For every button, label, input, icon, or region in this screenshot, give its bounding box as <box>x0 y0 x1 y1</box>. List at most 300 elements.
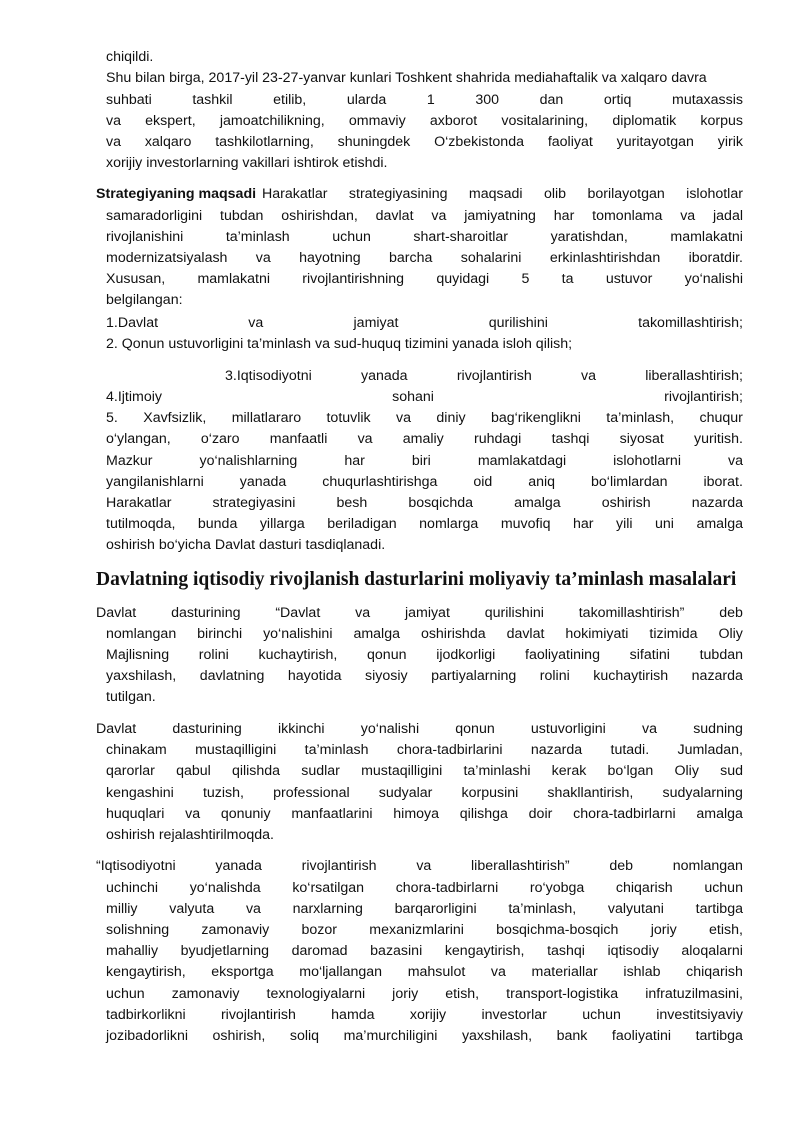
paragraph-line <box>106 1026 743 1047</box>
word: tadbirkorlikni <box>106 1007 186 1023</box>
paragraph-line <box>106 1005 743 1026</box>
word: har <box>572 516 594 532</box>
word: iborat. <box>703 474 743 490</box>
word: qarorlar <box>106 763 155 779</box>
word: islohotlarni <box>613 453 681 469</box>
word: bazasini <box>370 943 423 959</box>
word: besh <box>336 495 368 511</box>
word: hayotning <box>299 250 361 266</box>
word: barqarorligini <box>394 901 477 917</box>
word: O‘zbekistonda <box>434 134 524 150</box>
word: va <box>396 410 412 426</box>
word: Jumladan, <box>677 742 743 758</box>
word: oshirish, <box>212 1028 266 1044</box>
paragraph-line <box>106 493 743 514</box>
word: ustuvor <box>605 271 653 287</box>
word: amalga <box>353 626 400 642</box>
word: jamiyatning <box>464 208 536 224</box>
word: Davlat <box>96 721 137 737</box>
paragraph-line <box>106 248 743 269</box>
word: ekspert, <box>145 113 196 129</box>
word: mamlakatni <box>670 229 743 245</box>
word: diniy <box>436 410 466 426</box>
word: erkinlashtirishdan <box>549 250 661 266</box>
word: liberallashtirish” <box>471 858 570 874</box>
word: va <box>106 134 121 150</box>
list-item <box>106 387 743 408</box>
word: tutadi. <box>610 742 650 758</box>
word: uchun <box>106 986 145 1002</box>
word: har <box>553 208 575 224</box>
word: ro‘yobga <box>529 880 585 896</box>
word: 5. <box>106 410 118 426</box>
word: davlatning <box>199 668 265 684</box>
word: ijodkorligi <box>436 647 496 663</box>
word: qurilishini <box>484 605 544 621</box>
word: nomlangan <box>106 626 177 642</box>
word: qonun <box>367 647 407 663</box>
word: ustuvorligini <box>530 721 606 737</box>
strategy-goal-lead <box>96 184 743 205</box>
word: mustaqilligini <box>195 742 277 758</box>
paragraph-line <box>106 472 743 493</box>
word: shakllantirish, <box>547 785 634 801</box>
word: korpus <box>700 113 743 129</box>
word: qabul <box>176 763 211 779</box>
word: rolini <box>198 647 229 663</box>
word: yillarga <box>259 516 305 532</box>
paragraph-line <box>106 941 743 962</box>
word: daromad <box>291 943 348 959</box>
word: amalga <box>514 495 561 511</box>
word: qonuniy <box>220 806 271 822</box>
word: takomillashtirish; <box>638 315 743 331</box>
word: nazarda <box>530 742 583 758</box>
word: jozibadorlikni <box>106 1028 189 1044</box>
word: takomillashtirish” <box>578 605 685 621</box>
word: chuqur <box>699 410 743 426</box>
word: ko‘rsatilgan <box>292 880 365 896</box>
word: Davlat <box>96 605 137 621</box>
word: chiqarish <box>615 880 673 896</box>
word: Oliy <box>718 626 743 642</box>
word: dasturining <box>171 605 241 621</box>
word: chinakam <box>106 742 167 758</box>
word: borilayotgan <box>587 186 665 202</box>
paragraph-line: oshirish rejalashtirilmoqda. <box>106 827 274 843</box>
word: va <box>357 431 373 447</box>
word: va <box>355 605 371 621</box>
word: mexanizmlarini <box>369 922 464 938</box>
paragraph-line <box>96 856 743 877</box>
paragraph-line <box>106 645 743 666</box>
word: davlat <box>506 626 545 642</box>
word: ma’murchiligini <box>343 1028 438 1044</box>
word: jamiyat <box>404 605 450 621</box>
word: kuchaytirish <box>593 668 669 684</box>
word: tizimida <box>649 626 698 642</box>
paragraph-line: Shu bilan birga, 2017-yil 23-27-yanvar kunlari Toshkent shahrida mediahaftalik va xalqaro davra <box>106 70 707 86</box>
word: manfaatlarini <box>291 806 373 822</box>
word: bunda <box>197 516 238 532</box>
word: ta’minlashi <box>463 763 531 779</box>
word: sudlar <box>301 763 340 779</box>
word: yangilanishlarni <box>106 474 204 490</box>
word: korpusini <box>461 785 519 801</box>
word: rivojlantirishning <box>302 271 405 287</box>
paragraph-line: oshirish bo‘yicha Davlat dasturi tasdiqlanadi. <box>106 537 386 553</box>
word: solishning <box>106 922 170 938</box>
word: va <box>431 208 447 224</box>
word: va <box>248 315 264 331</box>
word: ta <box>561 271 574 287</box>
word: valyuta <box>169 901 215 917</box>
word: hayotida <box>287 668 342 684</box>
word: nomlarga <box>419 516 479 532</box>
word: samaradorligini <box>106 208 203 224</box>
word: chuqurlashtirishga <box>322 474 438 490</box>
word: faoliyatini <box>611 1028 672 1044</box>
word: ta’minlash <box>304 742 369 758</box>
word: qurilishini <box>488 315 548 331</box>
word: qilishga <box>459 806 508 822</box>
word: ta’minlash, <box>606 410 675 426</box>
word: nazarda <box>691 495 743 511</box>
word: mutaxassis <box>672 92 743 108</box>
word: axborot <box>429 113 478 129</box>
word: mahsulot <box>407 964 466 980</box>
word: mustaqilligini <box>361 763 443 779</box>
word: joriy <box>650 922 677 938</box>
word: sohalarini <box>460 250 522 266</box>
word: 300 <box>475 92 499 108</box>
word: Xususan, <box>106 271 166 287</box>
paragraph-line <box>106 878 743 899</box>
word: dasturining <box>172 721 242 737</box>
lead-words <box>262 184 743 205</box>
word: beriladigan <box>327 516 397 532</box>
list-item <box>106 313 743 334</box>
word: 5 <box>521 271 530 287</box>
word: yuritayotgan <box>616 134 694 150</box>
word: tartibga <box>695 901 743 917</box>
word: doir <box>528 806 553 822</box>
word: mahalliy <box>106 943 159 959</box>
word: jadal <box>713 208 743 224</box>
word: ikkinchi <box>278 721 325 737</box>
paragraph-line <box>106 783 743 804</box>
word: chora-tadbirlarni <box>573 806 676 822</box>
word: va <box>490 964 506 980</box>
word: bozor <box>301 922 337 938</box>
word: faoliyatining <box>525 647 600 663</box>
word: Mazkur <box>106 453 153 469</box>
word: jamoatchilikning, <box>219 113 325 129</box>
word: bosqichma-bosqich <box>496 922 619 938</box>
word: kuchaytirish, <box>258 647 338 663</box>
word: yo‘nalishda <box>189 880 261 896</box>
paragraph-line <box>106 920 743 941</box>
word: eksportga <box>211 964 274 980</box>
word: sifatini <box>629 647 670 663</box>
word: va <box>580 368 596 384</box>
paragraph-line <box>106 962 743 983</box>
word: tartibga <box>695 1028 743 1044</box>
list-item: 2. Qonun ustuvorligini ta’minlash va sud-huquq tizimini yanada isloh qilish; <box>106 336 573 352</box>
word: rivojlantirish; <box>664 389 743 405</box>
word: zamonaviy <box>201 922 270 938</box>
paragraph-line <box>106 740 743 761</box>
word: sudyalar <box>378 785 433 801</box>
word: uchun <box>332 229 371 245</box>
word: dan <box>539 92 564 108</box>
word: har <box>344 453 365 469</box>
word: vositalarining, <box>501 113 589 129</box>
paragraph-line: chiqildi. <box>106 49 154 65</box>
word: ruhdagi <box>474 431 522 447</box>
paragraph-line <box>106 666 743 687</box>
word: joriy <box>392 986 419 1002</box>
word: amalga <box>696 516 743 532</box>
word: Majlisning <box>106 647 170 663</box>
paragraph-line <box>106 984 743 1005</box>
word: shart-sharoitlar <box>413 229 509 245</box>
word: uchun <box>704 880 743 896</box>
word: etish, <box>445 986 480 1002</box>
word: tuzish, <box>202 785 244 801</box>
word: o‘zaro <box>200 431 240 447</box>
paragraph-line: belgilangan: <box>106 292 183 308</box>
word: va <box>416 858 432 874</box>
word: siyosiy <box>365 668 408 684</box>
word: yo‘nalishini <box>263 626 333 642</box>
word: yaxshilash, <box>461 1028 533 1044</box>
paragraph-line <box>106 132 743 153</box>
word: tashkilotlarning, <box>215 134 314 150</box>
word: Oliy <box>674 763 699 779</box>
word: ortiq <box>603 92 632 108</box>
word: va <box>680 208 696 224</box>
word: rivojlantirish <box>301 858 377 874</box>
word: qilishda <box>231 763 281 779</box>
word: ularda <box>346 92 387 108</box>
word: tubdan <box>699 647 743 663</box>
word: maqsadi <box>468 186 523 202</box>
paragraph-line <box>106 269 743 290</box>
word: bag‘rikenglikni <box>490 410 581 426</box>
word: nazarda <box>691 668 743 684</box>
word: yo‘nalishi <box>684 271 743 287</box>
word: manfaatli <box>269 431 328 447</box>
paragraph-line <box>96 603 743 624</box>
word: yili <box>615 516 633 532</box>
word: faoliyat <box>547 134 593 150</box>
word: o‘ylangan, <box>106 431 171 447</box>
word: va <box>245 901 261 917</box>
word: va <box>642 721 658 737</box>
word: rivojlantirish <box>456 368 532 384</box>
paragraph-line <box>96 719 743 740</box>
word: hamda <box>331 1007 375 1023</box>
word: uchinchi <box>106 880 159 896</box>
word: infratuzilmasini, <box>645 986 743 1002</box>
word: sudning <box>693 721 743 737</box>
word: rolini <box>539 668 570 684</box>
word: ta’minlash, <box>508 901 577 917</box>
word: amalga <box>696 806 743 822</box>
strategy-goal-label: Strategiyaning maqsadi <box>96 186 257 202</box>
paragraph-line <box>106 624 743 645</box>
word: kengaytirish, <box>106 964 186 980</box>
word: kerak <box>551 763 587 779</box>
word: milliy <box>106 901 138 917</box>
word: jamiyat <box>353 315 399 331</box>
word: mamlakatni <box>197 271 270 287</box>
word: deb <box>719 605 743 621</box>
word: muvofiq <box>500 516 551 532</box>
word: iboratdir. <box>688 250 743 266</box>
word: ishlab <box>623 964 661 980</box>
word: rivojlanishini <box>106 229 184 245</box>
word: yo‘nalishi <box>360 721 420 737</box>
word: tomonlama <box>592 208 663 224</box>
paragraph-line <box>106 90 743 111</box>
word: 1.Davlat <box>106 315 159 331</box>
word: nomlangan <box>672 858 743 874</box>
word: yanada <box>239 474 287 490</box>
word: narxlarning <box>292 901 363 917</box>
word: yanada <box>215 858 262 874</box>
word: yuritish. <box>694 431 743 447</box>
word: chiqarish <box>686 964 743 980</box>
word: barcha <box>389 250 433 266</box>
word: “Iqtisodiyotni <box>96 858 176 874</box>
list-item <box>106 408 743 429</box>
word: oshirishdan, <box>281 208 358 224</box>
word: ta’minlash <box>225 229 290 245</box>
paragraph-line <box>106 227 743 248</box>
word: bo‘lgan <box>607 763 654 779</box>
word: islohotlar <box>686 186 743 202</box>
word: davlat <box>375 208 414 224</box>
word: strategiyasining <box>348 186 448 202</box>
word: siyosat <box>619 431 664 447</box>
word: kengaytirish, <box>444 943 525 959</box>
word: valyutani <box>607 901 664 917</box>
word: iqtisodiy <box>607 943 659 959</box>
word: tashqi <box>547 943 585 959</box>
word: transport-logistika <box>506 986 619 1002</box>
word: uni <box>655 516 674 532</box>
word: qonun <box>455 721 495 737</box>
word: ommaviy <box>348 113 406 129</box>
word: yo‘nalishlarning <box>199 453 298 469</box>
word: birinchi <box>197 626 243 642</box>
paragraph-line <box>106 514 743 535</box>
word: zamonaviy <box>171 986 240 1002</box>
paragraph-line <box>106 206 743 227</box>
word: mamlakatdagi <box>477 453 567 469</box>
word: etilib, <box>273 92 307 108</box>
word: oshirishda <box>420 626 486 642</box>
word: aloqalarni <box>681 943 743 959</box>
word: strategiyasini <box>212 495 296 511</box>
word: amaliy <box>402 431 444 447</box>
word: rivojlantirish <box>220 1007 296 1023</box>
word: sohani <box>392 389 434 405</box>
paragraph-line: tutilgan. <box>106 689 156 705</box>
word: bank <box>556 1028 588 1044</box>
word: investitsiyaviy <box>656 1007 743 1023</box>
word: partiyalarning <box>431 668 517 684</box>
word: kengashini <box>106 785 174 801</box>
paragraph-line <box>106 761 743 782</box>
word: xalqaro <box>144 134 192 150</box>
word: sud <box>720 763 743 779</box>
word: sudyalarning <box>662 785 743 801</box>
section-heading: Davlatning iqtisodiy rivojlanish dasturlarini moliyaviy ta’minlash masalalari <box>96 569 737 590</box>
word: olib <box>543 186 567 202</box>
word: shuningdek <box>337 134 411 150</box>
paragraph-line <box>106 804 743 825</box>
word: tashkil <box>192 92 233 108</box>
word: chora-tadbirlarini <box>396 742 503 758</box>
paragraph-line <box>106 451 743 472</box>
list-item <box>225 366 743 387</box>
word: etish, <box>709 922 743 938</box>
word: himoya <box>393 806 440 822</box>
word: va <box>255 250 271 266</box>
word: va <box>106 113 121 129</box>
word: soliq <box>289 1028 320 1044</box>
word: yaxshilash, <box>106 668 177 684</box>
word: yanada <box>361 368 408 384</box>
word: yaratishdan, <box>550 229 628 245</box>
paragraph-line <box>106 899 743 920</box>
word: texnologiyalarni <box>266 986 366 1002</box>
word: huquqlari <box>106 806 165 822</box>
word: tashqi <box>551 431 590 447</box>
word: tubdan <box>220 208 264 224</box>
word: bosqichda <box>408 495 473 511</box>
word: 4.Ijtimoiy <box>106 389 162 405</box>
word: Xavfsizlik, <box>143 410 207 426</box>
word: va <box>185 806 201 822</box>
word: aniq <box>528 474 556 490</box>
word: millatlararo <box>231 410 302 426</box>
paragraph-line: xorijiy investorlarning vakillari ishtirok etishdi. <box>106 155 388 171</box>
word: 3.Iqtisodiyotni <box>225 368 312 384</box>
word: modernizatsiyalash <box>106 250 228 266</box>
paragraph-line <box>106 111 743 132</box>
word: xorijiy <box>409 1007 447 1023</box>
word: yirik <box>717 134 743 150</box>
word: chora-tadbirlarni <box>395 880 499 896</box>
word: mo‘ljallangan <box>299 964 383 980</box>
word: suhbati <box>106 92 152 108</box>
word: quyidagi <box>436 271 490 287</box>
word: Harakatlar <box>106 495 172 511</box>
word: materiallar <box>531 964 598 980</box>
word: diplomatik <box>612 113 677 129</box>
word: tutilmoqda, <box>106 516 176 532</box>
word: bo‘limlardan <box>591 474 668 490</box>
word: professional <box>273 785 350 801</box>
word: uchun <box>582 1007 621 1023</box>
word: investorlar <box>481 1007 547 1023</box>
word: oid <box>473 474 493 490</box>
word: “Davlat <box>275 605 321 621</box>
